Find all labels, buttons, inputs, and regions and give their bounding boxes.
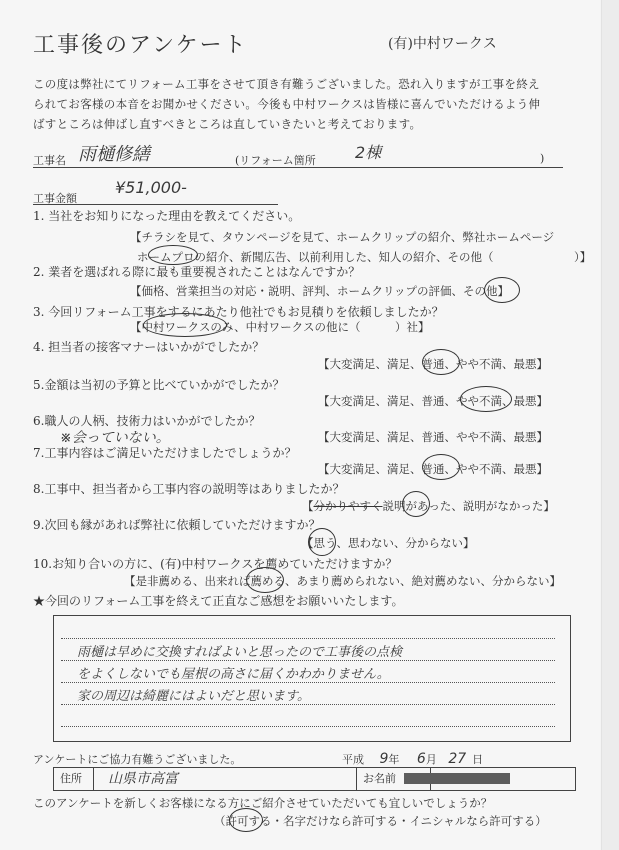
question-3-options[interactable]: 【中村ワークスのみ、中村ワークスの他に（ ）社】: [130, 320, 430, 334]
question-9-options[interactable]: 【思う、思わない、分からない】: [302, 536, 475, 550]
scan-edge: [601, 0, 619, 850]
work-name-label: 工事名: [33, 154, 66, 167]
address-label: 住所: [54, 768, 94, 790]
name-label: お名前: [357, 768, 431, 790]
question-7-selection-circle: [422, 454, 460, 480]
page-title: 工事後のアンケート: [33, 33, 248, 58]
name-redaction: [404, 773, 510, 784]
question-3: 3. 今回リフォーム工事をするにあたり他社でもお見積りを依頼しましたか？: [33, 305, 444, 319]
work-name-value[interactable]: 雨樋修繕: [78, 144, 150, 165]
amount-value[interactable]: ¥51,000-: [115, 178, 187, 197]
question-7: 7.工事内容はご満足いただけましたでしょうか？: [33, 446, 297, 460]
question-1-options-line-2[interactable]: ホームプロの紹介、新聞広告、以前利用した、知人の紹介、その他（ ）】: [137, 250, 592, 264]
question-5-selection-circle: [460, 386, 512, 412]
date-day: 27: [448, 751, 467, 767]
reform-location-label: (リフォーム箇所: [235, 154, 316, 167]
question-1-selection-circle: [148, 245, 198, 265]
amount-label: 工事金額: [33, 192, 77, 205]
comment-ruled-line: [61, 638, 555, 639]
reform-location-close: ): [540, 152, 545, 165]
question-8-options[interactable]: 【分かりやすく説明があった、説明がなかった】: [302, 499, 555, 513]
question-1: 1. 当社をお知りになった理由を教えてください。: [33, 209, 301, 223]
company-name: (有)中村ワークス: [388, 36, 497, 52]
question-8-selection-circle: [402, 491, 430, 517]
comment-ruled-line: [61, 660, 555, 661]
question-4-options[interactable]: 【大変満足、満足、普通、やや不満、最悪】: [318, 357, 548, 371]
question-6-options[interactable]: 【大変満足、満足、普通、やや不満、最悪】: [318, 430, 548, 444]
question-7-options[interactable]: 【大変満足、満足、普通、やや不満、最悪】: [318, 462, 548, 476]
comment-line-1: 雨樋は早めに交換すればよいと思ったので工事後の点検: [77, 645, 403, 660]
address-value[interactable]: 山県市高富: [94, 768, 357, 790]
comment-ruled-line: [61, 682, 555, 683]
question-5-options[interactable]: 【大変満足、満足、普通、やや不満、最悪】: [318, 394, 548, 408]
question-5: 5.金額は当初の予算と比べていかがでしたか？: [33, 378, 285, 392]
date-month: 6: [416, 751, 426, 767]
question-2: 2. 業者を選ばれる際に最も重要視されたことはなんですか？: [33, 265, 361, 279]
question-1-options-line-1[interactable]: 【チラシを見て、タウンページを見て、ホームクリップの紹介、弊社ホームページ: [130, 230, 555, 244]
question-4-selection-circle: [422, 349, 460, 375]
comment-prompt: ★今回のリフォーム工事を終えて正直なご感想をお願いいたします。: [33, 594, 404, 608]
question-10: 10.お知り合いの方に、(有)中村ワークスを薦めていただけますか？: [33, 557, 398, 571]
question-6: 6.職人の人柄、技術力はいかがでしたか？: [33, 414, 261, 428]
permission-selection-circle: [229, 808, 263, 832]
thanks-text: アンケートにご協力有難うございました。: [33, 753, 242, 766]
question-6-handwritten-note[interactable]: ※会っていない。: [60, 430, 170, 446]
date-field[interactable]: 平成 9年 6月 27 日: [342, 751, 484, 767]
comment-line-2: をよくしないでも屋根の高さに届くかわかりません。: [77, 667, 390, 682]
permission-question: このアンケートを新しくお客様になる方にご紹介させていただいても宜しいでしょうか？: [33, 796, 493, 810]
amount-underline: [33, 204, 278, 205]
reform-location-value[interactable]: 2棟: [355, 143, 382, 162]
permission-options[interactable]: （許可する・名字だけなら許可する・イニシャルなら許可する）: [214, 814, 547, 828]
comment-ruled-line: [61, 704, 555, 705]
comment-line-3: 家の周辺は綺麗にはよいだと思います。: [77, 689, 310, 704]
work-name-underline: [33, 167, 563, 168]
question-10-options[interactable]: 【是非薦める、出来れば薦める、あまり薦められない、絶対薦めない、分からない】: [124, 574, 561, 588]
question-8: 8.工事中、担当者から工事内容の説明等はありましたか？: [33, 482, 345, 496]
question-9-selection-circle: [308, 528, 336, 556]
question-2-options[interactable]: 【価格、営業担当の対応・説明、評判、ホームクリップの評価、その他】: [130, 284, 510, 298]
question-2-selection-circle: [484, 277, 520, 303]
date-year: 9: [379, 751, 389, 767]
comment-box[interactable]: [53, 615, 571, 742]
question-9: 9.次回も縁があれば弊社に依頼していただけますか？: [33, 518, 321, 532]
comment-ruled-line: [61, 726, 555, 727]
question-10-selection-circle: [246, 567, 284, 593]
intro-line-2: られてお客様の本音をお聞かせください。今後も中村ワークスは皆様に喜んでいただけるよう伸: [33, 97, 541, 111]
intro-line-1: この度は弊社にてリフォーム工事をさせて頂き有難うございました。恐れ入りますが工事を終え: [33, 77, 540, 91]
intro-line-3: ばすところは伸ばし直すべきところは直していきたいと考えております。: [33, 117, 422, 131]
struck-option: 分かりやすく: [313, 499, 383, 513]
question-4: 4. 担当者の接客マナーはいかがでしたか？: [33, 340, 265, 354]
question-3-selection-circle: [143, 313, 227, 337]
